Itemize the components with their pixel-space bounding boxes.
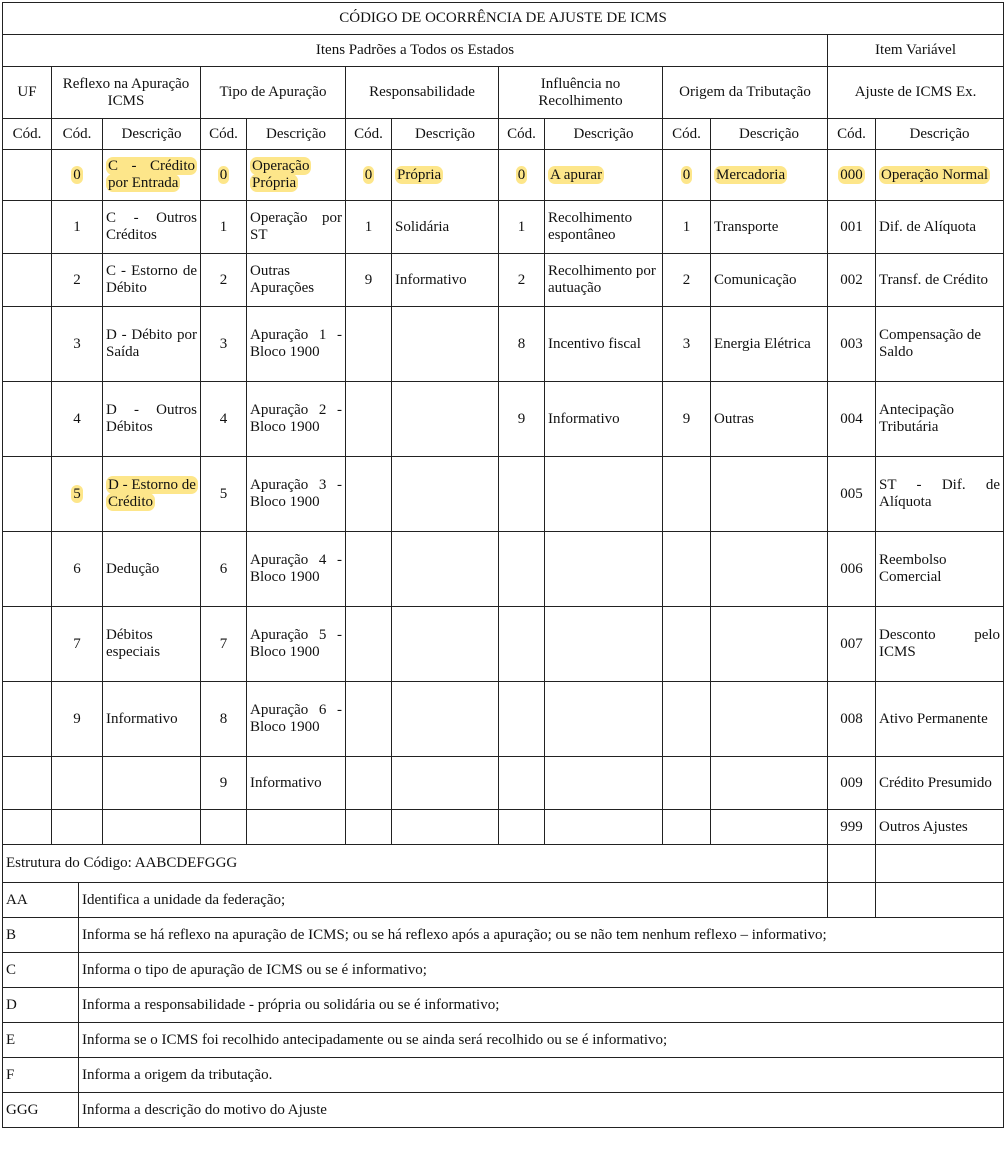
ajuste-desc-cell: Dif. de Alíquota: [876, 201, 1004, 254]
legend-key: GGG: [3, 1093, 79, 1128]
table-row: [3, 607, 1004, 682]
resp-cod-cell: [346, 810, 392, 845]
legend-key: B: [3, 918, 79, 953]
tipo-desc-cell: Apuração 5 - Bloco 1900: [247, 607, 346, 682]
infl-desc-cell: [545, 682, 663, 757]
legend-row: [3, 953, 1004, 988]
ajuste-desc-cell: Crédito Presumido: [876, 757, 1004, 810]
table-row: [3, 757, 1004, 810]
reflexo-cod-cell: 9: [52, 682, 103, 757]
tipo-desc-cell: Apuração 3 - Bloco 1900: [247, 457, 346, 532]
resp-cod-cell: 0: [346, 150, 392, 201]
infl-cod-cell: 9: [499, 382, 545, 457]
orig-desc-cell: Comunicação: [711, 254, 828, 307]
tipo-desc-cell: Outras Apurações: [247, 254, 346, 307]
tipo-cod-cell: 9: [201, 757, 247, 810]
resp-cod-cell: [346, 307, 392, 382]
orig-desc-cell: Energia Elétrica: [711, 307, 828, 382]
infl-cod-cell: 0: [499, 150, 545, 201]
infl-cod-subheader: Cód.: [499, 119, 545, 150]
infl-desc-cell: Incentivo fiscal: [545, 307, 663, 382]
uf-cell: [3, 457, 52, 532]
table-row: [3, 682, 1004, 757]
infl-desc-cell: [545, 810, 663, 845]
orig-desc-cell: [711, 457, 828, 532]
infl-desc-cell: Recolhimento espontâneo: [545, 201, 663, 254]
empty-cell: [876, 845, 1004, 883]
uf-cell: [3, 810, 52, 845]
table-row: [3, 201, 1004, 254]
tipo-cod-cell: 8: [201, 682, 247, 757]
ajuste-cod-cell: 006: [828, 532, 876, 607]
legend-row: [3, 918, 1004, 953]
uf-cell: [3, 607, 52, 682]
infl-desc-cell: [545, 757, 663, 810]
tipo-cod-cell: 1: [201, 201, 247, 254]
tipo-cod-cell: 3: [201, 307, 247, 382]
ajuste-desc-cell: Transf. de Crédito: [876, 254, 1004, 307]
infl-cod-cell: 1: [499, 201, 545, 254]
uf-cell: [3, 254, 52, 307]
ajuste-desc-cell: Reembolso Comercial: [876, 532, 1004, 607]
ajuste-desc-cell: Compensação de Saldo: [876, 307, 1004, 382]
responsabilidade-header: Responsabilidade: [346, 67, 499, 119]
tipo-cod-cell: [201, 810, 247, 845]
icms-adjustment-code-table: [2, 2, 1004, 1128]
reflexo-header: Reflexo na Apuração ICMS: [52, 67, 201, 119]
reflexo-desc-cell: Informativo: [103, 682, 201, 757]
table-row: [3, 150, 1004, 201]
uf-cell: [3, 307, 52, 382]
legend-row: [3, 1058, 1004, 1093]
legend-row: [3, 1023, 1004, 1058]
infl-desc-cell: Informativo: [545, 382, 663, 457]
infl-desc-cell: [545, 532, 663, 607]
ajuste-cod-cell: 008: [828, 682, 876, 757]
influencia-header: Influência no Recolhimento: [499, 67, 663, 119]
legend-key: C: [3, 953, 79, 988]
orig-desc-cell: Transporte: [711, 201, 828, 254]
resp-desc-cell: [392, 757, 499, 810]
resp-desc-cell: [392, 457, 499, 532]
infl-cod-cell: 2: [499, 254, 545, 307]
legend-row: [3, 1093, 1004, 1128]
tipo-cod-cell: 5: [201, 457, 247, 532]
uf-cell: [3, 382, 52, 457]
orig-desc-cell: [711, 757, 828, 810]
legend-key: D: [3, 988, 79, 1023]
tipo-desc-cell: Operação por ST: [247, 201, 346, 254]
ajuste-cod-cell: 003: [828, 307, 876, 382]
table-row: [3, 810, 1004, 845]
resp-cod-cell: [346, 532, 392, 607]
legend-key: F: [3, 1058, 79, 1093]
infl-desc-cell: [545, 457, 663, 532]
orig-cod-cell: [663, 757, 711, 810]
infl-desc-cell: A apurar: [545, 150, 663, 201]
orig-cod-cell: [663, 532, 711, 607]
resp-desc-subheader: Descrição: [392, 119, 499, 150]
ajuste-desc-cell: Ativo Permanente: [876, 682, 1004, 757]
tipo-desc-cell: Informativo: [247, 757, 346, 810]
legend-row: [3, 883, 1004, 918]
reflexo-desc-cell: D - Outros Débitos: [103, 382, 201, 457]
reflexo-cod-cell: [52, 757, 103, 810]
tipo-cod-cell: 7: [201, 607, 247, 682]
resp-cod-cell: [346, 757, 392, 810]
orig-desc-cell: [711, 532, 828, 607]
reflexo-cod-cell: 1: [52, 201, 103, 254]
ajuste-desc-cell: ST - Dif. de Alíquota: [876, 457, 1004, 532]
group-variable-header: Item Variável: [828, 35, 1004, 67]
infl-desc-subheader: Descrição: [545, 119, 663, 150]
orig-cod-cell: 0: [663, 150, 711, 201]
infl-cod-cell: [499, 532, 545, 607]
orig-desc-cell: [711, 607, 828, 682]
ajuste-cod-cell: 002: [828, 254, 876, 307]
tipo-cod-cell: 4: [201, 382, 247, 457]
tipo-cod-subheader: Cód.: [201, 119, 247, 150]
tipo-desc-cell: Apuração 4 - Bloco 1900: [247, 532, 346, 607]
reflexo-cod-subheader: Cód.: [52, 119, 103, 150]
reflexo-desc-subheader: Descrição: [103, 119, 201, 150]
uf-header: UF: [3, 67, 52, 119]
resp-desc-cell: Informativo: [392, 254, 499, 307]
reflexo-cod-cell: [52, 810, 103, 845]
resp-desc-cell: [392, 810, 499, 845]
ajuste-desc-cell: Desconto pelo ICMS: [876, 607, 1004, 682]
resp-desc-cell: [392, 682, 499, 757]
resp-cod-cell: [346, 682, 392, 757]
resp-cod-cell: [346, 382, 392, 457]
reflexo-desc-cell: C - Estorno de Débito: [103, 254, 201, 307]
orig-cod-cell: 3: [663, 307, 711, 382]
table-title: CÓDIGO DE OCORRÊNCIA DE AJUSTE DE ICMS: [3, 3, 1004, 35]
reflexo-cod-cell: 3: [52, 307, 103, 382]
orig-desc-subheader: Descrição: [711, 119, 828, 150]
infl-cod-cell: 8: [499, 307, 545, 382]
legend-text: Informa o tipo de apuração de ICMS ou se é informativo;: [79, 953, 1004, 988]
orig-desc-cell: [711, 810, 828, 845]
resp-desc-cell: Própria: [392, 150, 499, 201]
tipo-desc-cell: Operação Própria: [247, 150, 346, 201]
tipo-cod-cell: 0: [201, 150, 247, 201]
infl-cod-cell: [499, 757, 545, 810]
infl-cod-cell: [499, 682, 545, 757]
tipo-desc-cell: Apuração 1 - Bloco 1900: [247, 307, 346, 382]
uf-cod-subheader: Cód.: [3, 119, 52, 150]
orig-cod-cell: [663, 457, 711, 532]
reflexo-desc-cell: [103, 757, 201, 810]
resp-desc-cell: [392, 607, 499, 682]
tipo-cod-cell: 2: [201, 254, 247, 307]
reflexo-cod-cell: 0: [52, 150, 103, 201]
reflexo-desc-cell: Dedução: [103, 532, 201, 607]
reflexo-cod-cell: 7: [52, 607, 103, 682]
uf-cell: [3, 532, 52, 607]
tipo-desc-cell: Apuração 2 - Bloco 1900: [247, 382, 346, 457]
uf-cell: [3, 201, 52, 254]
ajuste-cod-cell: 000: [828, 150, 876, 201]
reflexo-cod-cell: 6: [52, 532, 103, 607]
orig-cod-cell: 1: [663, 201, 711, 254]
tipo-apuracao-header: Tipo de Apuração: [201, 67, 346, 119]
table-row: [3, 254, 1004, 307]
reflexo-cod-cell: 2: [52, 254, 103, 307]
infl-desc-cell: Recolhimento por autuação: [545, 254, 663, 307]
ajuste-cod-cell: 005: [828, 457, 876, 532]
reflexo-cod-cell: 5: [52, 457, 103, 532]
origem-header: Origem da Tributação: [663, 67, 828, 119]
legend-text: Informa se o ICMS foi recolhido antecipadamente ou se ainda será recolhido ou se é informativo;: [79, 1023, 1004, 1058]
resp-cod-cell: [346, 457, 392, 532]
uf-cell: [3, 682, 52, 757]
legend-text: Identifica a unidade da federação;: [79, 883, 828, 918]
orig-desc-cell: Outras: [711, 382, 828, 457]
infl-cod-cell: [499, 607, 545, 682]
table-row: [3, 457, 1004, 532]
legend-text: Informa a origem da tributação.: [79, 1058, 1004, 1093]
ajuste-cod-cell: 001: [828, 201, 876, 254]
reflexo-desc-cell: C - Outros Créditos: [103, 201, 201, 254]
resp-cod-cell: [346, 607, 392, 682]
reflexo-desc-cell: D - Débito por Saída: [103, 307, 201, 382]
uf-cell: [3, 150, 52, 201]
legend-row: [3, 988, 1004, 1023]
ajuste-cod-cell: 004: [828, 382, 876, 457]
tipo-desc-cell: Apuração 6 - Bloco 1900: [247, 682, 346, 757]
resp-cod-cell: 1: [346, 201, 392, 254]
code-structure-label: Estrutura do Código: AABCDEFGGG: [3, 845, 828, 883]
ajuste-desc-cell: Antecipação Tributária: [876, 382, 1004, 457]
reflexo-desc-cell: Débitos especiais: [103, 607, 201, 682]
orig-cod-cell: 9: [663, 382, 711, 457]
infl-cod-cell: [499, 810, 545, 845]
orig-cod-cell: 2: [663, 254, 711, 307]
tipo-desc-cell: [247, 810, 346, 845]
legend-key: AA: [3, 883, 79, 918]
table-row: [3, 382, 1004, 457]
resp-cod-subheader: Cód.: [346, 119, 392, 150]
ajuste-cod-cell: 009: [828, 757, 876, 810]
empty-cell: [876, 883, 1004, 918]
infl-cod-cell: [499, 457, 545, 532]
orig-desc-cell: Mercadoria: [711, 150, 828, 201]
uf-cell: [3, 757, 52, 810]
empty-cell: [828, 883, 876, 918]
reflexo-desc-cell: D - Estorno de Crédito: [103, 457, 201, 532]
resp-desc-cell: [392, 382, 499, 457]
resp-desc-cell: [392, 307, 499, 382]
legend-text: Informa a descrição do motivo do Ajuste: [79, 1093, 1004, 1128]
resp-desc-cell: [392, 532, 499, 607]
tipo-desc-subheader: Descrição: [247, 119, 346, 150]
ajuste-desc-subheader: Descrição: [876, 119, 1004, 150]
legend-text: Informa a responsabilidade - própria ou solidária ou se é informativo;: [79, 988, 1004, 1023]
orig-cod-cell: [663, 682, 711, 757]
ajuste-cod-subheader: Cód.: [828, 119, 876, 150]
orig-cod-subheader: Cód.: [663, 119, 711, 150]
tipo-cod-cell: 6: [201, 532, 247, 607]
orig-cod-cell: [663, 810, 711, 845]
empty-cell: [828, 845, 876, 883]
ajuste-cod-cell: 999: [828, 810, 876, 845]
legend-key: E: [3, 1023, 79, 1058]
ajuste-cod-cell: 007: [828, 607, 876, 682]
orig-desc-cell: [711, 682, 828, 757]
reflexo-desc-cell: C - Crédito por Entrada: [103, 150, 201, 201]
ajuste-desc-cell: Outros Ajustes: [876, 810, 1004, 845]
legend-text: Informa se há reflexo na apuração de ICMS; ou se há reflexo após a apuração; ou se não tem nenhum reflexo – informativo;: [79, 918, 1004, 953]
resp-desc-cell: Solidária: [392, 201, 499, 254]
reflexo-desc-cell: [103, 810, 201, 845]
orig-cod-cell: [663, 607, 711, 682]
table-row: [3, 532, 1004, 607]
infl-desc-cell: [545, 607, 663, 682]
ajuste-desc-cell: Operação Normal: [876, 150, 1004, 201]
reflexo-cod-cell: 4: [52, 382, 103, 457]
table-row: [3, 307, 1004, 382]
group-standard-header: Itens Padrões a Todos os Estados: [3, 35, 828, 67]
ajuste-header: Ajuste de ICMS Ex.: [828, 67, 1004, 119]
resp-cod-cell: 9: [346, 254, 392, 307]
